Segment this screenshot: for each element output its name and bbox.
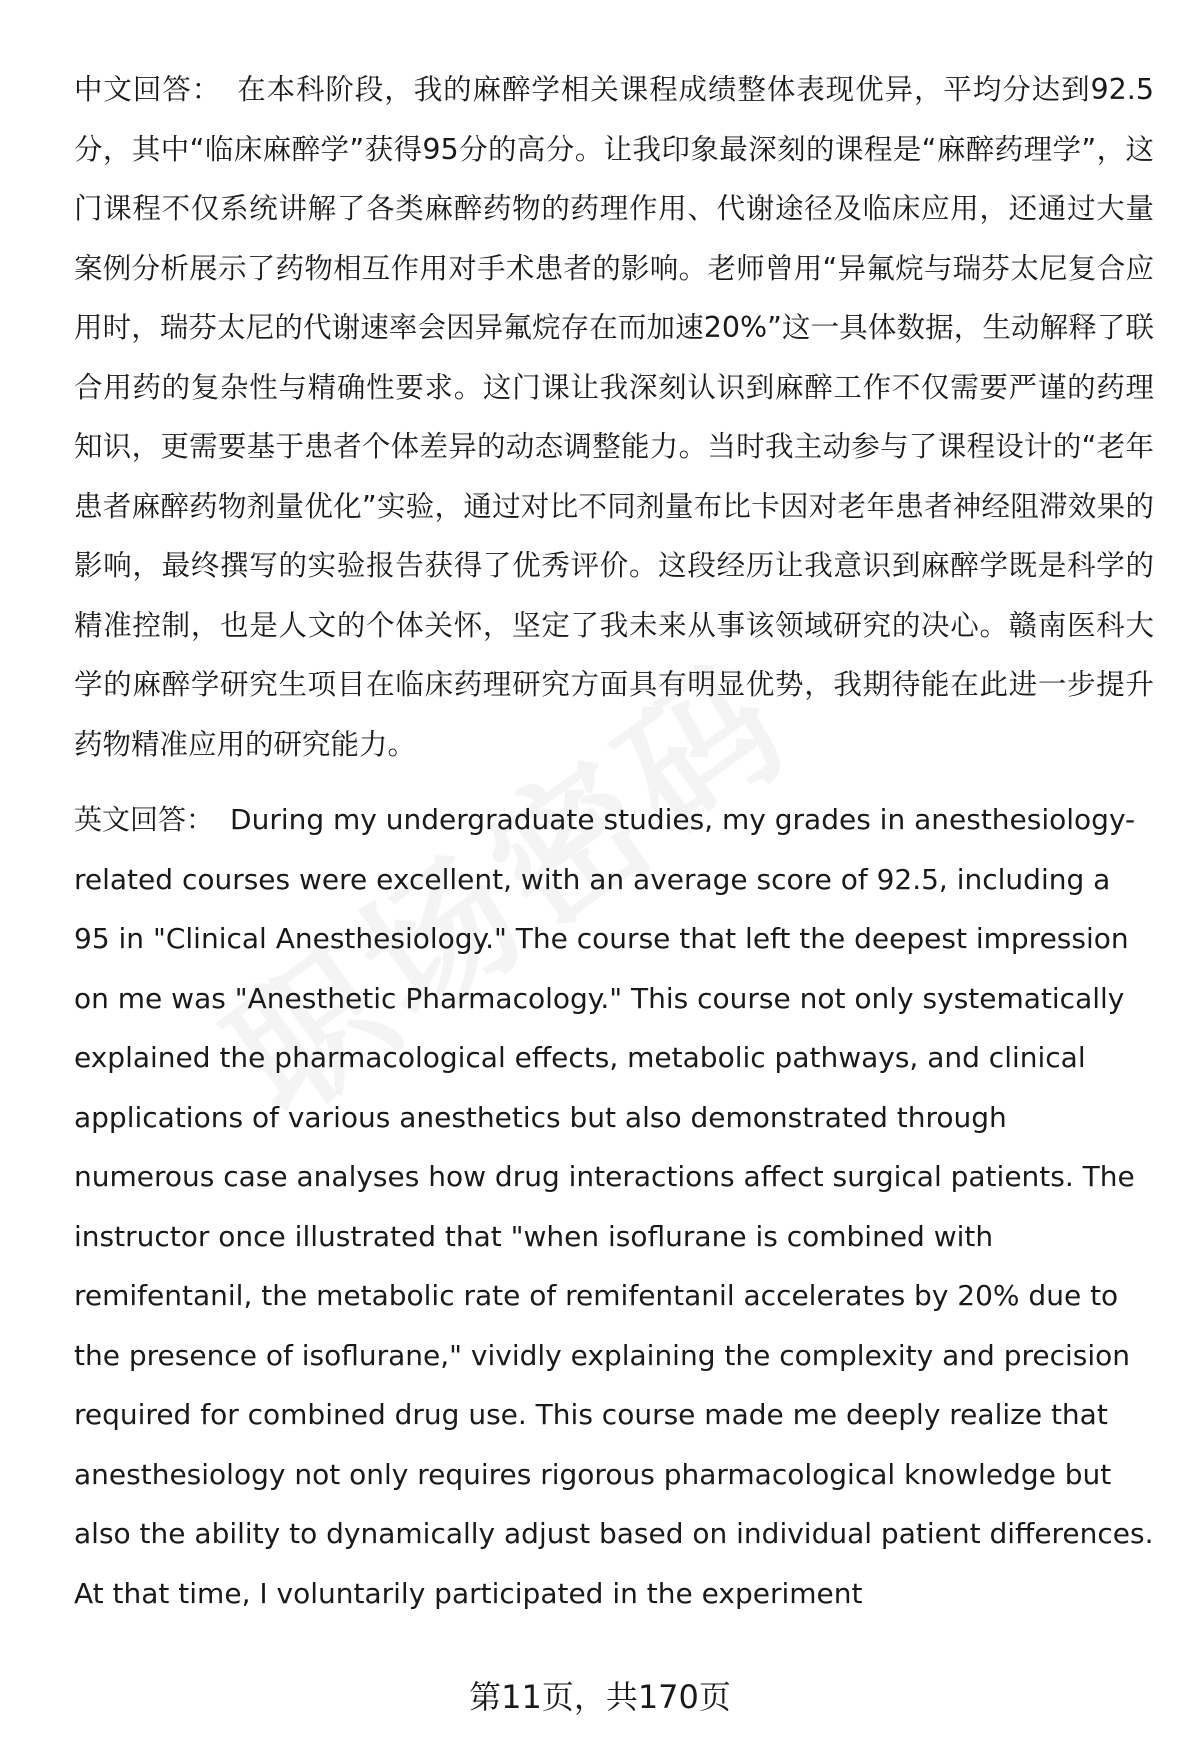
chinese-answer-text: 在本科阶段，我的麻醉学相关课程成绩整体表现优异，平均分达到92.5分，其中“临床麻醉学”获得95分的高分。让我印象最深刻的课程是“麻醉药理学”，这门课程不仅系统讲解了各类麻醉药物的药理作用、代谢途径及临床应用，还通过大量案例分析展示了药物相互作用对手术患者的影响。老师曾用“异氟烷与瑞芬太尼复合应用时，瑞芬太尼的代谢速率会因异氟烷存在而加速20%”这一具体数据，生动解释了联合用药的复杂性与精确性要求。这门课让我深刻认识到麻醉工作不仅需要严谨的药理知识，更需要基于患者个体差异的动态调整能力。当时我主动参与了课程设计的“老年患者麻醉药物剂量优化”实验，通过对比不同剂量布比卡因对老年患者神经阻滞效果的影响，最终撰写的实验报告获得了优秀评价。这段经历让我意识到麻醉学既是科学的精准控制，也是人文的个体关怀，坚定了我未来从事该领域研究的决心。赣南医科大学的麻醉学研究生项目在临床药理研究方面具有明显优势，我期待能在此进一步提升药物精准应用的研究能力。 [74,73,1154,761]
chinese-answer-label: 中文回答： [74,73,222,106]
english-answer-label: 英文回答： [74,803,215,836]
page-indicator: 第11页，共170页 [469,1678,731,1716]
chinese-answer-paragraph [74,60,1154,774]
document-body [74,60,1154,1623]
english-answer-paragraph [74,790,1154,1623]
english-answer-text: During my undergraduate studies, my grades in anesthesiology-related courses were excellent, with an average score of 92.5, including a 95 in "Clinical Anesthesiology." The course that left the deepest impression on me was "Anesthetic Pharmacology." This course not only systematically explained the pharmacological effects, metabolic pathways, and clinical applications of various anesthetics but also demonstrated through numerous case analyses how drug interactions affect surgical patients. The instructor once illustrated that "when isoflurane is combined with remifentanil, the metabolic rate of remifentanil accelerates by 20% due to the presence of isoflurane," vividly explaining the complexity and precision required for combined drug use. This course made me deeply realize that anesthesiology not only requires rigorous pharmacological knowledge but also the ability to dynamically adjust based on individual patient differences. At that time, I voluntarily participated in the experiment [74,803,1154,1610]
